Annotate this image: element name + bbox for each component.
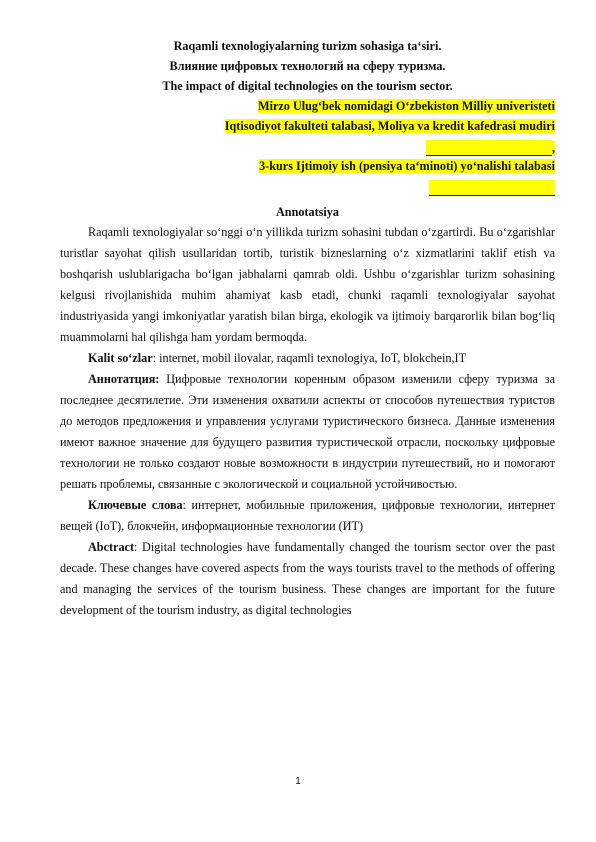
title-english: The impact of digital technologies on the tourism sector. — [162, 79, 453, 93]
annotation-heading: Annotatsiya — [276, 205, 339, 219]
author-affiliation-3 — [60, 156, 555, 176]
title-uzbek: Raqamli texnologiyalarning turizm sohasiga ta‘siri. — [173, 39, 442, 53]
author-affiliation-1-text: Mirzo Ulug‘bek nomidagi O‘zbekiston Milliy univeristeti — [258, 99, 555, 113]
name-placeholder-line — [426, 140, 552, 156]
author-name-blank-1 — [60, 136, 555, 156]
author-affiliation-3-text: 3-kurs Ijtimoiy ish (pensiya ta‘minoti) yo‘nalishi talabasi — [259, 159, 555, 173]
abstract-uzbek: Raqamli texnologiyalar so‘nggi o‘n yillikda turizm sohasini tubdan o‘zgartirdi. Bu o‘zgarishlar turistlar sayohat qilish usullaridan tortib, turistik bizneslarning o‘z xizmatlarini taklif etish va boshqarish uslublarigacha bo‘lgan jabhalarni qamrab oldi. Ushbu o‘zgarishlar turizm sohasining kelgusi rivojlanishida muhim ahamiyat kasb etadi, chunki raqamli texnologiyalar sayohat industriyasida yangi imkoniyatlar yaratish bilan birga, ekologik va ijtimoiy barqarorlik bilan bog‘liq muammolarni hal qilishga ham yordam bermoqda. — [60, 225, 555, 344]
page-number: 1 — [295, 776, 301, 787]
author-affiliation-2 — [60, 116, 555, 136]
abstract-russian-label: Аннотатция: — [88, 372, 160, 386]
abstract-russian-text: Цифровые технологии коренным образом изменили сферу туризма за последнее десятилетие. Эти изменения охватили аспекты от способов путешествия туристов до методов предложения и управления услугами туристического бизнеса. Данные изменения имеют важное значение для будущего развития туристической отрасли, поскольку цифровые технологии не только создают новые возможности в индустрии путешествий, но и помогают решать проблемы, связанные с экологической и социальной устойчивостью. — [60, 372, 555, 491]
author-affiliation-2-text: Iqtisodiyot fakulteti talabasi, Moliya va kredit kafedrasi mudiri — [224, 119, 555, 133]
keywords-russian-label: Ключевые слова — [88, 498, 183, 512]
abstract-english — [60, 537, 555, 621]
blank-comma: , — [551, 141, 555, 155]
abstract-english-label: Abctract — [88, 540, 135, 554]
page-content — [60, 36, 555, 621]
title-russian: Влияние цифровых технологий на сферу туризма. — [169, 59, 446, 73]
abstract-russian — [60, 369, 555, 495]
author-name-blank-2 — [60, 176, 555, 196]
keywords-uzbek-text: : internet, mobil ilovalar, raqamli texnologiya, IoT, blokchein,IT — [152, 351, 467, 365]
keywords-russian-text: : интернет, мобильные приложения, цифровые технологии, интернет вещей (IoT), блокчейн, информационные технологии (ИТ) — [60, 498, 555, 533]
abstract-english-text: : Digital technologies have fundamentally changed the tourism sector over the past decade. These changes have covered aspects from the ways tourists travel to the methods of offering and managing the services of the tourism business. These changes are important for the future development of the tourism industry, as digital technologies — [60, 540, 555, 617]
keywords-uzbek — [60, 348, 555, 369]
keywords-russian — [60, 495, 555, 537]
keywords-uzbek-label: Kalit so‘zlar — [88, 351, 153, 365]
author-affiliation-1 — [60, 96, 555, 116]
name-placeholder-line — [429, 180, 555, 196]
